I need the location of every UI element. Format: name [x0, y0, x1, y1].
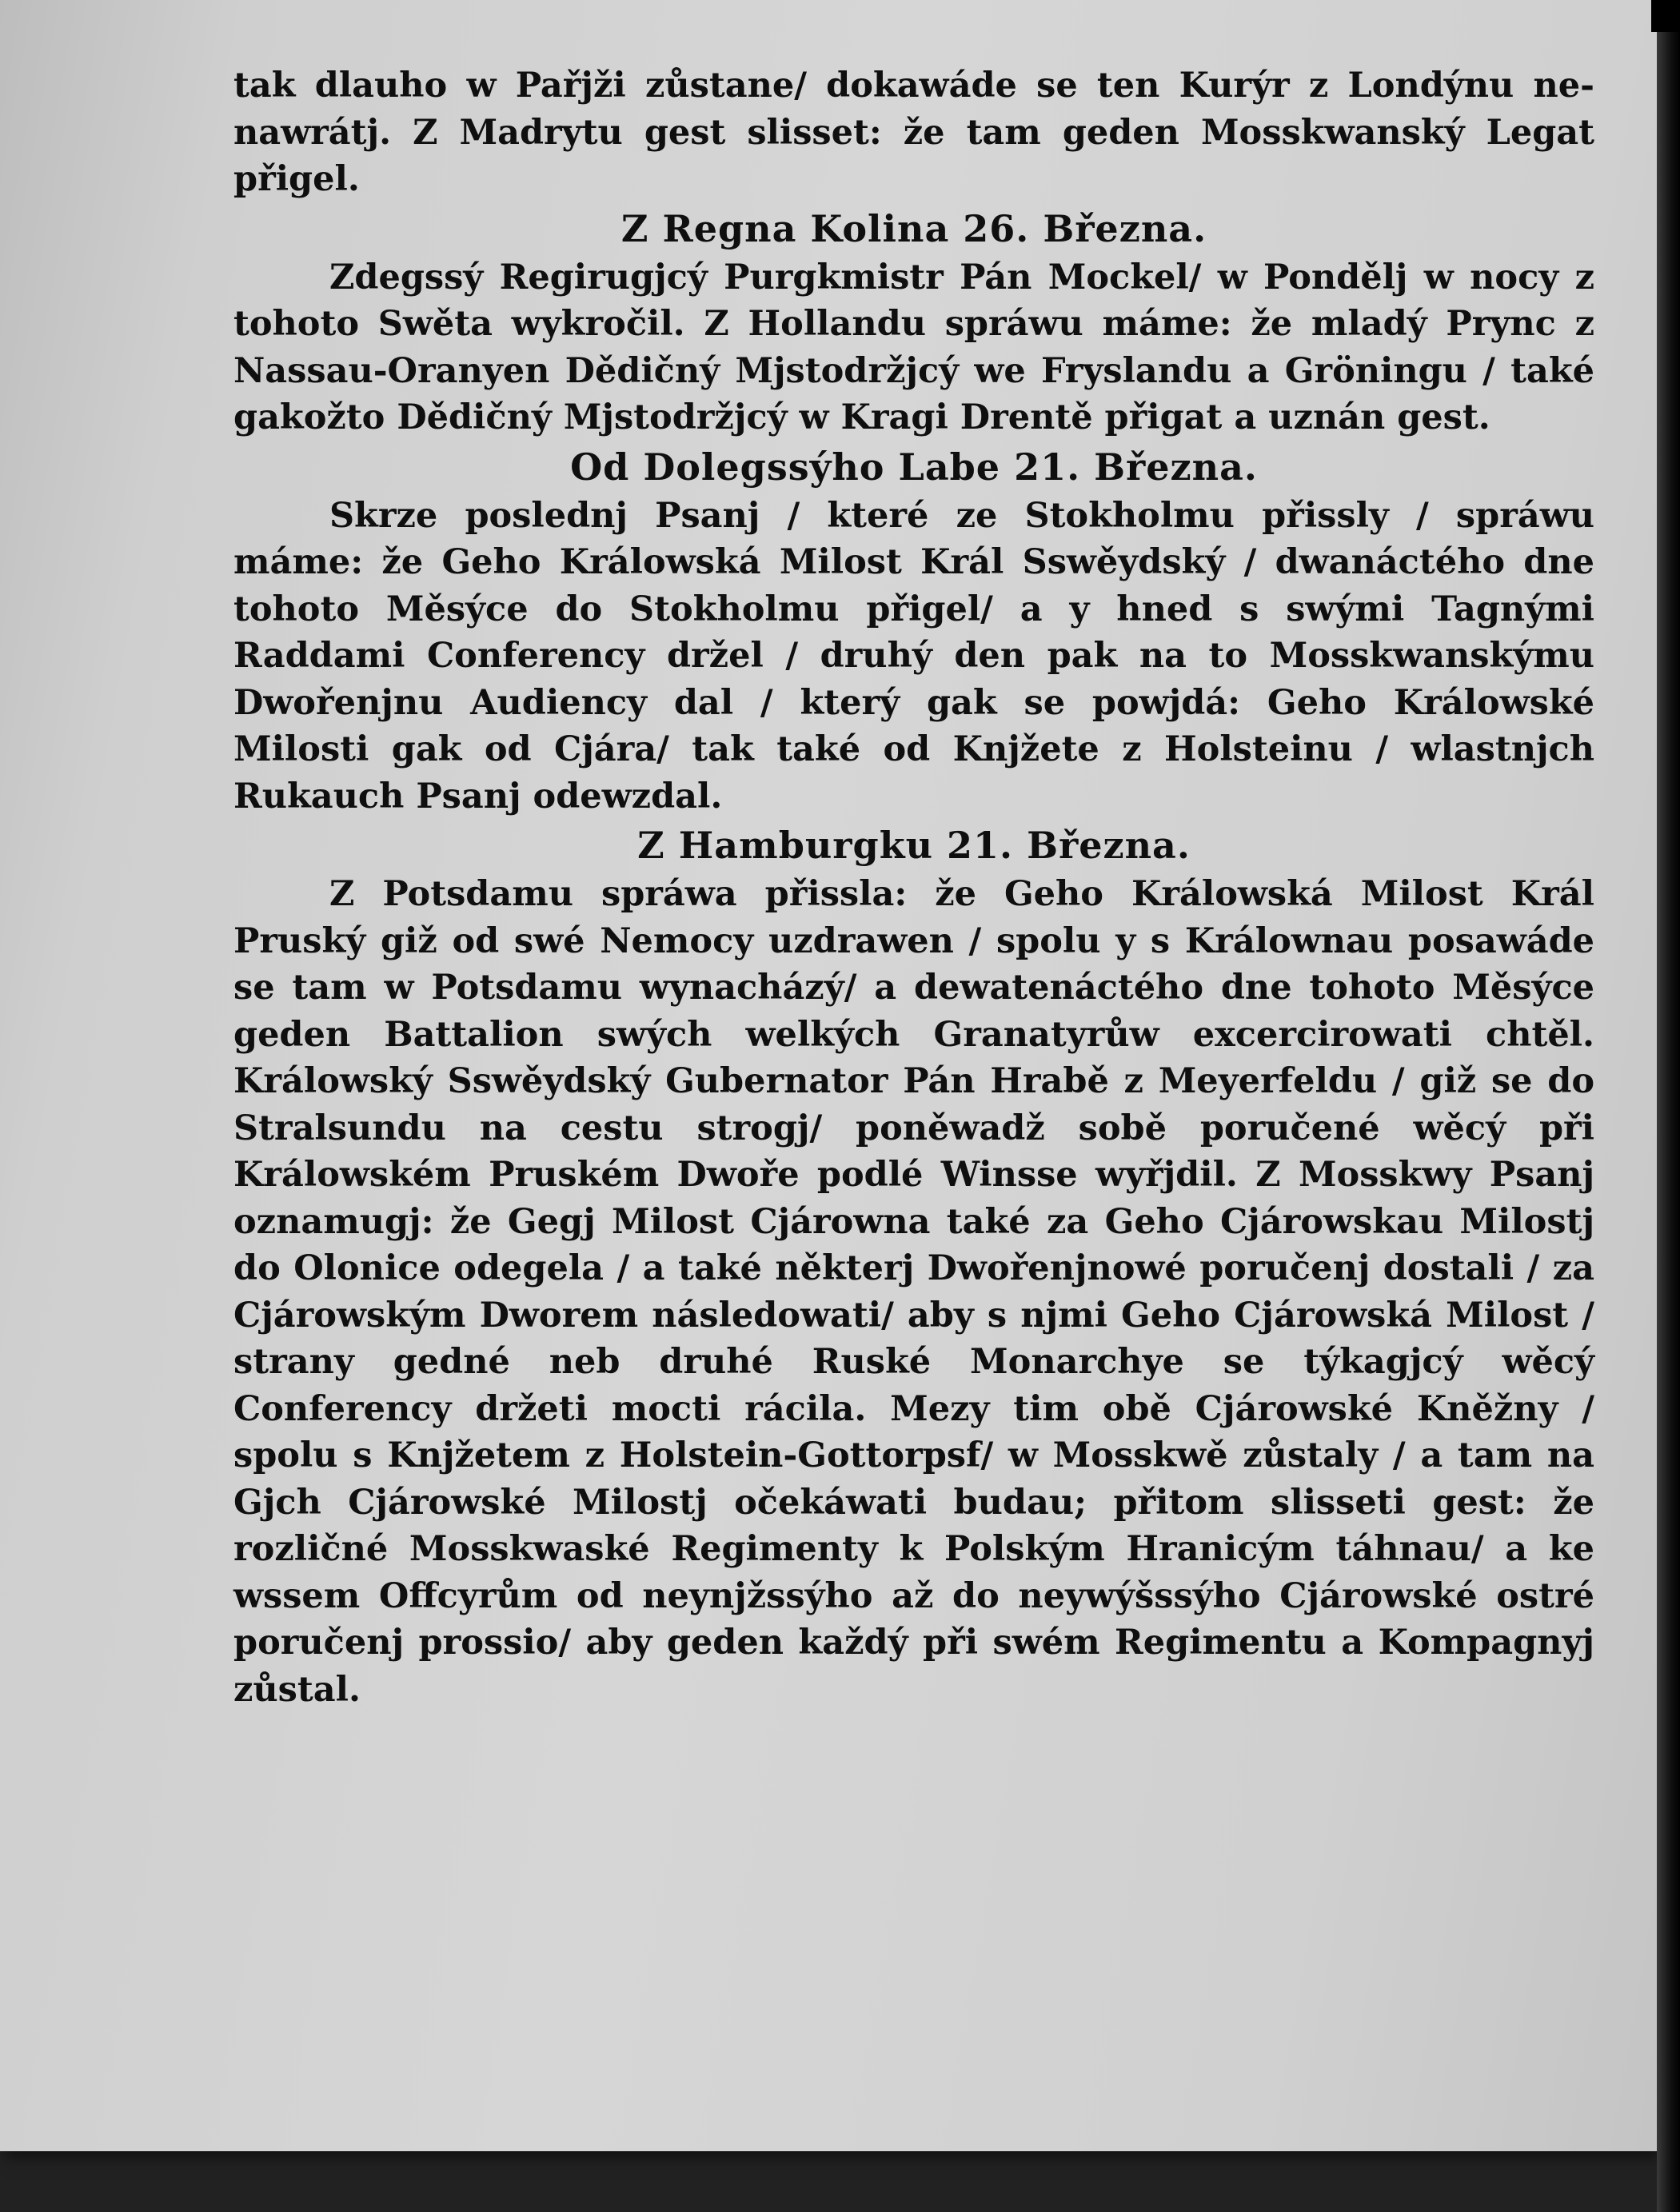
heading-hamburg: Z Hamburgku 21. Března. [637, 824, 1191, 867]
paragraph-hamburg: Z Potsdamu spráwa přissla: že Geho Králowská Milost Král Pruský giž od swé Nemocy uzdrawen / spolu y s Králownau posawáde se tam w Potsdamu wynacházý/ a dewatenáctého dne tohoto Měsýce geden Battalion swých welkých Granatyrůw excercirowati chtěl. Králowský Sswěydský Gubernator Pán Hrabě z Meyerfeldu / giž se do Stralsundu na cestu strogj/ poněwadž sobě poručené wěcý při Králowském Pruském Dwoře podlé Winsse wyřjdil. Z Mosskwy Psanj oznamugj: že Gegj Milost Cjárowna také za Geho Cjárowskau Milostj do Olonice odegela / a také některj Dwořenjnowé poručenj dostali / za Cjárowským Dworem následowati/ aby s njmi Geho Cjárowská Milost / strany gedné neb druhé Ruské Monarchye se týkagjcý wěcý Conferency držeti mocti rácila. Mezy tim obě Cjárowské Kněžny / spolu s Knjžetem z Holstein-Gottorpsf/ w Mosskwě zůstaly / a tam na Gjch Cjárowské Milostj očekáwati budau; přitom slisseti gest: že rozličné Mosskwaské Regimenty k Polským Hranicým táhnau/ a ke wssem Offcyrům od neynjžssýho až do neywýšssýho Cjárowské ostré poručenj prossio/ aby geden každý při swém Regimentu a Kompagnyj zůstal. [233, 874, 1594, 1710]
paragraph-kolin: Zdegssý Regirugjcý Purgkmistr Pán Mockel/ w Pondělj w nocy z tohoto Swěta wykročil. Z Hollandu spráwu máme: že mladý Prync z Nassau-Oranyen Dědičný Mjstodržjcý we Fryslandu a Gröningu / také gakožto Dědičný Mjstodržjcý w Kragi Drentě přigat a uznán gest. [233, 257, 1594, 437]
heading-kolin: Z Regna Kolina 26. Března. [621, 206, 1207, 250]
paragraph-intro: tak dlauho w Pařjži zůstane/ dokawáde se ten Kurýr z Londýnu ne-nawrátj. Z Madrytu gest slisset: že tam geden Mosskwanský Legat přigel. [233, 66, 1594, 199]
book-spine-edge [1657, 0, 1680, 2212]
scan-corner-mark [1651, 0, 1680, 32]
paragraph-labe: Skrze poslednj Psanj / které ze Stokholmu přissly / spráwu máme: že Geho Králowská Milost Král Sswěydský / dwanáctého dne tohoto Měsýce do Stokholmu přigel/ a y hned s swými Tagnými Raddami Conferency držel / druhý den pak na to Mosskwanskýmu Dwořenjnu Audiency dal / který gak se powjdá: Geho Králowské Milosti gak od Cjára/ tak také od Knjžete z Holsteinu / wlastnjch Rukauch Psanj odewzdal. [233, 495, 1594, 817]
page-text [233, 62, 1594, 1713]
heading-labe: Od Dolegssýho Labe 21. Března. [570, 445, 1258, 489]
